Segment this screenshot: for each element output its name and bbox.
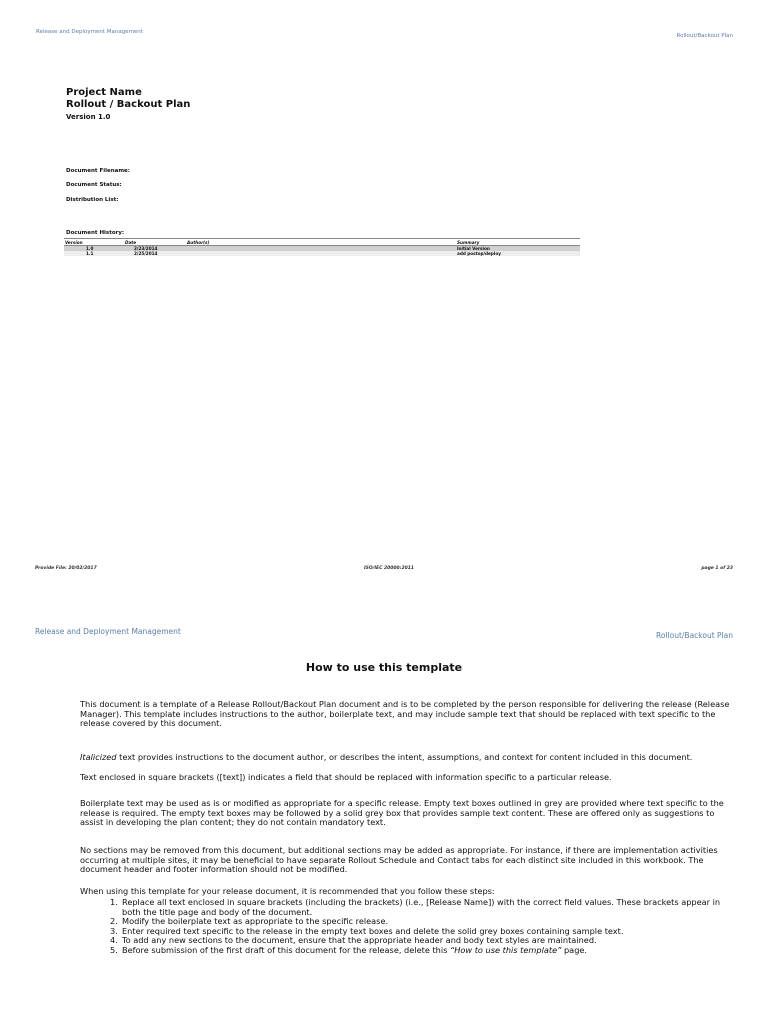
document-version: Version 1.0 [66, 113, 111, 121]
steps-list [80, 898, 730, 955]
distribution-list-label: Distribution List: [66, 197, 119, 203]
document-status-label: Document Status: [66, 182, 122, 188]
history-cell-authors [186, 251, 456, 256]
page1-header-left: Release and Deployment Management [36, 29, 143, 35]
how-to-heading: How to use this template [305, 661, 463, 674]
document-history-table [64, 238, 580, 256]
step-text-italic: “How to use this template” [450, 944, 562, 955]
step-number: 1. [110, 897, 118, 907]
page2-header-left: Release and Deployment Management [35, 627, 181, 636]
step-text: Replace all text enclosed in square brackets (including the brackets) (i.e., [Release Name]) with the correct field values. These brackets appear in both the title page and body of the document. [122, 897, 721, 917]
intro-paragraph: This document is a template of a Release Rollout/Backout Plan document and is to be completed by the person responsible for delivering the release (Release Manager). This template includes instructions to the author, boilerplate text, and may include sample text that should be replaced with text specific to the release covered by this document. [80, 699, 730, 728]
history-cell-date: 2/23/2014 [124, 246, 186, 252]
list-item [80, 898, 730, 917]
step-text: Enter required text specific to the release in the empty text boxes and delete the solid grey boxes containing sample text. [122, 925, 624, 936]
history-cell-date: 2/25/2014 [124, 251, 186, 256]
page2-header-right: Rollout/Backout Plan [655, 631, 733, 640]
history-cell-summary: Initial Version [456, 246, 580, 252]
italicized-word: Italicized [80, 752, 117, 762]
table-row [64, 251, 580, 256]
document-filename-label: Document Filename: [66, 168, 130, 174]
document-title: Rollout / Backout Plan [66, 99, 191, 110]
project-name: Project Name [66, 87, 142, 98]
step-text: To add any new sections to the document, ensure that the appropriate header and body text styles are maintained. [122, 935, 597, 945]
document-history-label: Document History: [66, 230, 125, 236]
square-brackets-paragraph: Text enclosed in square brackets ([text]) indicates a field that should be replaced with information specific to a particular release. [80, 772, 612, 782]
step-number: 3. [110, 925, 118, 936]
step-text-start: Before submission of the first draft of this document for the release, delete this [122, 944, 450, 955]
steps-intro-paragraph: When using this template for your release document, it is recommended that you follow these steps: [80, 886, 495, 896]
step-text-end: page. [561, 944, 588, 955]
italic-instructions-paragraph [80, 753, 730, 763]
history-col-summary: Summary [456, 239, 580, 246]
sections-paragraph: No sections may be removed from this document, but additional sections may be added as appropriate. For instance, if there are implementation activities occurring at multiple sites, it may be beneficial to have separate Rollout Schedule and Contact tabs for each distinct site included in this workbook. The document header and footer information should not be modified. [80, 845, 718, 874]
history-cell-version: 1.0 [64, 246, 124, 252]
step-number: 5. [110, 944, 118, 955]
step-number: 2. [110, 916, 118, 926]
history-col-authors: Author(s) [186, 239, 456, 246]
page1-footer-right: page 1 of 23 [701, 566, 733, 571]
history-cell-version: 1.1 [64, 251, 124, 256]
page1-footer-left: Provide File: 20/02/2017 [35, 566, 97, 571]
list-item [80, 946, 730, 956]
history-header-row [64, 239, 580, 246]
boilerplate-paragraph: Boilerplate text may be used as is or modified as appropriate for a specific release. Empty text boxes outlined in grey are provided where text specific to the release is required. The empty text boxes may be followed by a solid grey box that provides sample text content. These are offered only as suggestions to assist in developing the plan content; they do not contain mandatory text. [80, 798, 724, 827]
italic-paragraph-text: text provides instructions to the document author, or describes the intent, assumptions, and context for content included in this document. [116, 752, 693, 762]
step-number: 4. [110, 935, 118, 945]
history-cell-summary: add postop/deploy [456, 251, 580, 256]
page1-header-right: Rollout/Backout Plan [676, 33, 733, 39]
history-col-version: Version [64, 239, 124, 246]
step-text: Modify the boilerplate text as appropriate to the specific release. [122, 916, 389, 926]
page1-footer-center: ISO/IEC 20000:2011 [364, 566, 414, 571]
history-col-date: Date [124, 239, 186, 246]
